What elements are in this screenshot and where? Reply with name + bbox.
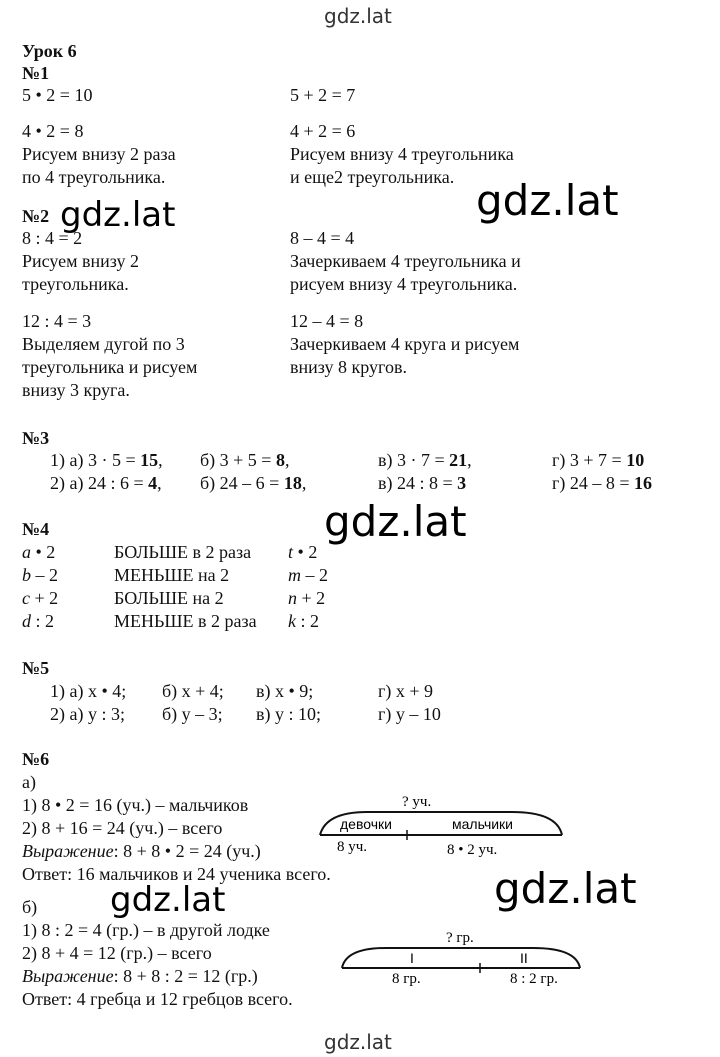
task-6-heading: №6	[22, 749, 50, 769]
task-5-item: в) у : 10;	[256, 704, 321, 724]
task-6a-step: 1) 8 • 2 = 16 (уч.) – мальчиков	[22, 795, 249, 815]
task-2-left-line: 12 : 4 = 3	[22, 311, 92, 331]
watermark: gdz.lat	[60, 195, 176, 235]
diagram-below-label: 8 гр.	[392, 971, 421, 987]
diagram-total-arc	[342, 948, 580, 968]
task-3-item: б) 3 + 5 = 8,	[200, 450, 290, 470]
diagram-segment-label: I	[410, 950, 414, 966]
task-5-item: 1) а) х • 4;	[50, 681, 127, 701]
task-4-desc: БОЛЬШЕ на 2	[114, 588, 224, 608]
task-6a-expression: Выражение: 8 + 8 • 2 = 24 (уч.)	[22, 841, 261, 861]
task-4-expr: k : 2	[288, 611, 320, 631]
task-6b-segment-diagram	[338, 928, 588, 988]
task-1-left-line: 4 • 2 = 8	[22, 121, 84, 141]
diagram-segment-label: мальчики	[452, 816, 513, 832]
task-1-left-line: по 4 треугольника.	[22, 167, 166, 187]
task-1-heading: №1	[22, 63, 50, 83]
task-4-expr: c + 2	[22, 588, 59, 608]
task-4-heading: №4	[22, 519, 50, 539]
task-6b-step: 2) 8 + 4 = 12 (гр.) – всего	[22, 943, 212, 963]
task-5-item: б) у – 3;	[162, 704, 223, 724]
watermark: gdz.lat	[110, 880, 226, 920]
watermark: gdz.lat	[476, 176, 619, 225]
diagram-segment-label: II	[520, 950, 528, 966]
task-6b-label: б)	[22, 897, 38, 917]
task-1-right-line: 4 + 2 = 6	[290, 121, 356, 141]
task-1-right-line: Рисуем внизу 4 треугольника	[290, 144, 514, 164]
diagram-below-label: 8 : 2 гр.	[510, 971, 558, 987]
diagram-total-label: ? гр.	[446, 930, 474, 946]
task-3-item: 1) а) 3 · 5 = 15,	[50, 450, 163, 470]
task-2-right-line: 12 – 4 = 8	[290, 311, 364, 331]
watermark-bottom: gdz.lat	[324, 1030, 392, 1054]
diagram-segment-label: девочки	[340, 816, 392, 832]
task-6a-answer: Ответ: 16 мальчиков и 24 ученика всего.	[22, 864, 331, 884]
diagram-total-label: ? уч.	[402, 794, 432, 810]
task-2-left-line: внизу 3 круга.	[22, 380, 130, 400]
task-3-item: г) 24 – 8 = 16	[552, 473, 653, 493]
task-4-expr: d : 2	[22, 611, 55, 631]
task-3-item: 2) а) 24 : 6 = 4,	[50, 473, 162, 493]
task-4-desc: МЕНЬШЕ на 2	[114, 565, 230, 585]
task-1-right-line: и еще2 треугольника.	[290, 167, 455, 187]
task-6b-expression: Выражение: 8 + 8 : 2 = 12 (гр.)	[22, 966, 258, 986]
task-2-left-line: треугольника и рисуем	[22, 357, 198, 377]
task-5-item: в) х • 9;	[256, 681, 314, 701]
task-2-right-line: внизу 8 кругов.	[290, 357, 407, 377]
task-5-item: б) х + 4;	[162, 681, 224, 701]
task-2-left-line: треугольника.	[22, 274, 129, 294]
task-5-heading: №5	[22, 658, 50, 678]
task-2-right-line: Зачеркиваем 4 круга и рисуем	[290, 334, 520, 354]
lesson-title: Урок 6	[22, 41, 77, 61]
task-2-heading: №2	[22, 206, 50, 226]
watermark: gdz.lat	[494, 864, 637, 913]
task-5-item: г) у – 10	[378, 704, 441, 724]
task-2-left-line: Рисуем внизу 2	[22, 251, 140, 271]
task-5-item: г) х + 9	[378, 681, 434, 701]
task-3-item: в) 3 · 7 = 21,	[378, 450, 472, 470]
task-2-left-line: Выделяем дугой по 3	[22, 334, 185, 354]
task-4-expr: m – 2	[288, 565, 328, 585]
task-6a-label: а)	[22, 772, 36, 792]
task-3-item: б) 24 – 6 = 18,	[200, 473, 307, 493]
task-1-right-line: 5 + 2 = 7	[290, 85, 356, 105]
task-2-right-line: Зачеркиваем 4 треугольника и	[290, 251, 521, 271]
task-4-expr: t • 2	[288, 542, 318, 562]
task-4-desc: МЕНЬШЕ в 2 раза	[114, 611, 257, 631]
diagram-below-label: 8 • 2 уч.	[447, 842, 498, 858]
task-4-expr: n + 2	[288, 588, 326, 608]
task-2-right-line: 8 – 4 = 4	[290, 228, 355, 248]
task-3-item: в) 24 : 8 = 3	[378, 473, 467, 493]
task-4-desc: БОЛЬШЕ в 2 раза	[114, 542, 252, 562]
task-3-item: г) 3 + 7 = 10	[552, 450, 645, 470]
diagram-below-label: 8 уч.	[337, 839, 368, 855]
task-6b-answer: Ответ: 4 гребца и 12 гребцов всего.	[22, 989, 293, 1009]
task-6a-segment-diagram	[312, 790, 572, 860]
task-5-item: 2) а) у : 3;	[50, 704, 125, 724]
task-6a-step: 2) 8 + 16 = 24 (уч.) – всего	[22, 818, 223, 838]
task-2-left-line: 8 : 4 = 2	[22, 228, 83, 248]
watermark-top: gdz.lat	[324, 4, 392, 28]
task-1-left-line: 5 • 2 = 10	[22, 85, 93, 105]
task-1-left-line: Рисуем внизу 2 раза	[22, 144, 176, 164]
task-2-right-line: рисуем внизу 4 треугольника.	[290, 274, 518, 294]
task-3-heading: №3	[22, 428, 50, 448]
task-4-expr: b – 2	[22, 565, 58, 585]
task-4-expr: a • 2	[22, 542, 56, 562]
task-6b-step: 1) 8 : 2 = 4 (гр.) – в другой лодке	[22, 920, 270, 940]
watermark: gdz.lat	[324, 497, 467, 546]
